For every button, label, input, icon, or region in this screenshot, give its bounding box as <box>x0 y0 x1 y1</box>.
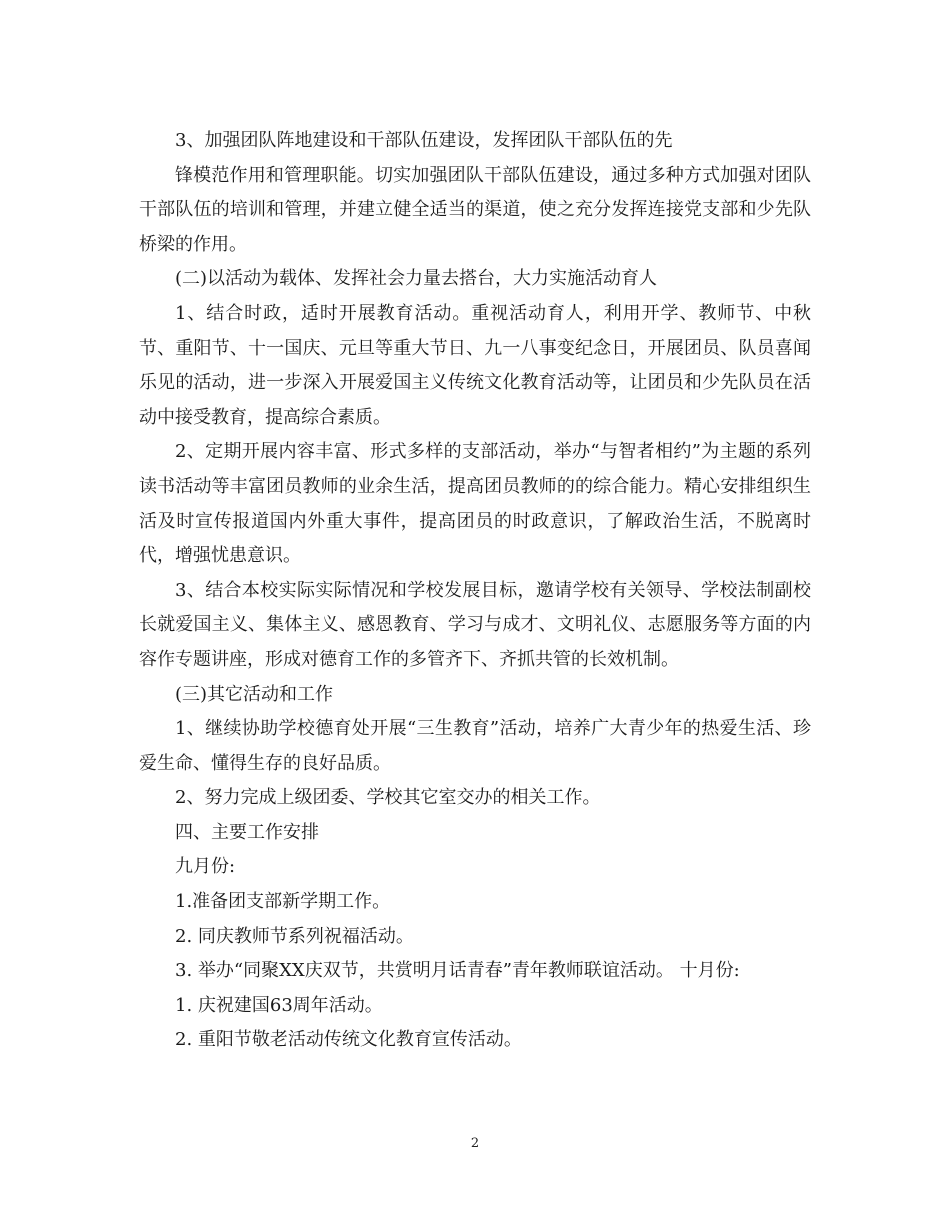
paragraph: 锋模范作用和管理职能。切实加强团队干部队伍建设，通过多种方式加强对团队干部队伍的培训和管理，并建立健全适当的渠道，使之充分发挥连接党支部和少先队桥梁的作用。 <box>139 164 811 255</box>
document-body <box>139 124 811 1058</box>
paragraph: 1、结合时政，适时开展教育活动。重视活动育人，利用开学、教师节、中秋节、重阳节、十一国庆、元旦等重大节日、九一八事变纪念日，开展团员、队员喜闻乐见的活动，进一步深入开展爱国主义传统文化教育活动等，让团员和少先队员在活动中接受教育，提高综合素质。 <box>139 302 811 428</box>
section-heading: (二)以活动为载体、发挥社会力量去搭台，大力实施活动育人 <box>175 268 658 290</box>
page-number: 2 <box>470 1136 480 1151</box>
list-item: 1.准备团支部新学期工作。 <box>175 891 391 913</box>
list-item: 3. 举办“同聚XX庆双节，共赏明月话青春”青年教师联谊活动。 十月份: <box>175 960 740 982</box>
section-heading: 四、主要工作安排 <box>175 821 319 843</box>
paragraph: 2、努力完成上级团委、学校其它室交办的相关工作。 <box>175 787 601 809</box>
list-item: 2. 重阳节敬老活动传统文化教育宣传活动。 <box>175 1029 522 1051</box>
paragraph: 3、结合本校实际实际情况和学校发展目标，邀请学校有关领导、学校法制副校长就爱国主义、集体主义、感恩教育、学习与成才、文明礼仪、志愿服务等方面的内容作专题讲座，形成对德育工作的多管齐下、齐抓共管的长效机制。 <box>139 579 811 670</box>
list-item: 2. 同庆教师节系列祝福活动。 <box>175 925 414 947</box>
paragraph: 1、继续协助学校德育处开展“三生教育”活动，培养广大青少年的热爱生活、珍爱生命、懂得生存的良好品质。 <box>139 718 811 774</box>
paragraph: 3、加强团队阵地建设和干部队伍建设，发挥团队干部队伍的先 <box>175 130 673 151</box>
paragraph: 2、定期开展内容丰富、形式多样的支部活动，举办“与智者相约”为主题的系列读书活动等丰富团员教师的业余生活，提高团员教师的的综合能力。精心安排组织生活及时宣传报道国内外重大事件，提高团员的时政意识，了解政治生活，不脱离时代，增强忧患意识。 <box>139 441 811 567</box>
month-heading: 九月份: <box>175 856 236 878</box>
section-heading: (三)其它活动和工作 <box>175 683 334 705</box>
list-item: 1. 庆祝建国63周年活动。 <box>175 994 383 1016</box>
